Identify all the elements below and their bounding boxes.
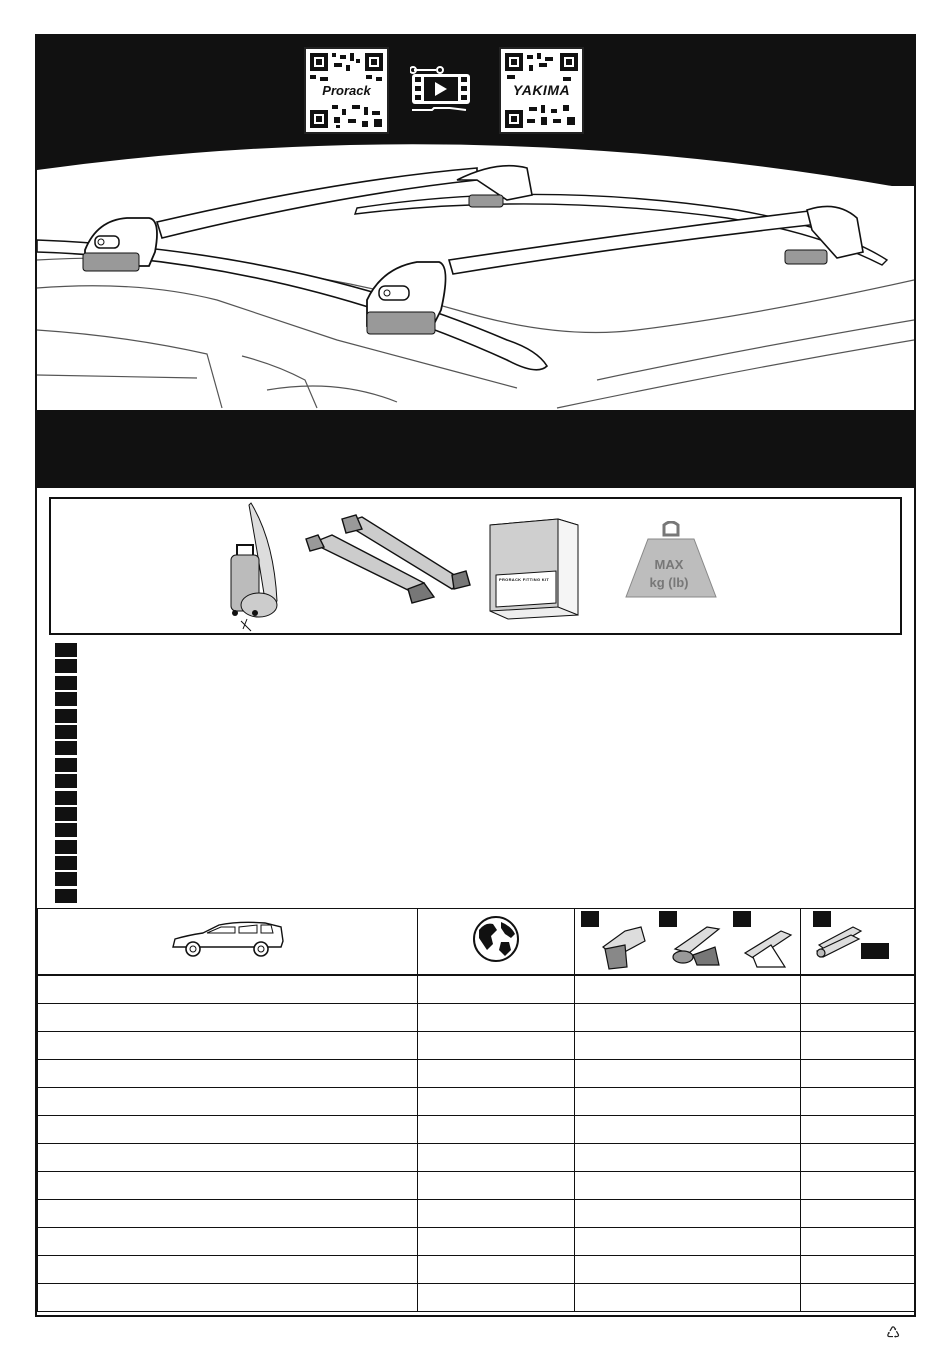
language-flag bbox=[55, 889, 77, 903]
table-row bbox=[38, 1116, 915, 1144]
region-column-header bbox=[418, 909, 575, 976]
roof-bars-illustration bbox=[37, 140, 914, 412]
language-flag bbox=[55, 741, 77, 755]
kg-lb-label: kg (lb) bbox=[649, 575, 689, 590]
language-flag bbox=[55, 807, 77, 821]
table-row bbox=[38, 1060, 915, 1088]
bar-types-icon bbox=[585, 917, 797, 971]
table-row bbox=[38, 975, 915, 1004]
table-row bbox=[38, 1088, 915, 1116]
table-row bbox=[38, 1256, 915, 1284]
bar-size-column-header bbox=[801, 909, 915, 976]
car-icon bbox=[169, 919, 287, 959]
language-flag bbox=[55, 840, 77, 854]
luggage-icon bbox=[219, 501, 295, 633]
table-header-row bbox=[38, 909, 915, 976]
prorack-logo: Prorack bbox=[306, 83, 387, 98]
language-flag bbox=[55, 725, 77, 739]
fitting-kit-box-icon bbox=[488, 515, 582, 621]
title-band bbox=[37, 410, 914, 488]
yakima-logo: YAKIMA bbox=[501, 83, 582, 98]
vehicle-fitting-table bbox=[37, 908, 915, 1312]
language-flag bbox=[55, 643, 77, 657]
video-tutorial-icon[interactable] bbox=[410, 62, 472, 114]
recycle-icon: ♺ bbox=[886, 1325, 901, 1342]
language-flag bbox=[55, 659, 77, 673]
table-row bbox=[38, 1144, 915, 1172]
globe-icon bbox=[471, 914, 521, 964]
language-selector-column bbox=[55, 643, 79, 905]
table-row bbox=[38, 1032, 915, 1060]
yakima-qr-code[interactable] bbox=[499, 47, 584, 134]
language-flag bbox=[55, 791, 77, 805]
language-flag bbox=[55, 692, 77, 706]
table-row bbox=[38, 1284, 915, 1312]
kit-contents-panel bbox=[49, 497, 902, 635]
table-row bbox=[38, 1228, 915, 1256]
fitting-kit-box-label: PRORACK FITTING KIT bbox=[499, 577, 550, 582]
max-label: MAX bbox=[654, 557, 684, 572]
language-flag bbox=[55, 758, 77, 772]
language-flag bbox=[55, 676, 77, 690]
language-flag bbox=[55, 774, 77, 788]
language-flag bbox=[55, 856, 77, 870]
roof-bars-set-icon bbox=[304, 513, 472, 605]
language-flag bbox=[55, 709, 77, 723]
language-flag bbox=[55, 872, 77, 886]
prorack-qr-code[interactable] bbox=[304, 47, 389, 134]
table-row bbox=[38, 1004, 915, 1032]
table-row bbox=[38, 1172, 915, 1200]
bar-size-icon bbox=[809, 921, 869, 961]
table-row bbox=[38, 1200, 915, 1228]
bar-type-column-header bbox=[575, 909, 801, 976]
vehicle-column-header bbox=[38, 909, 418, 976]
language-flag bbox=[55, 823, 77, 837]
